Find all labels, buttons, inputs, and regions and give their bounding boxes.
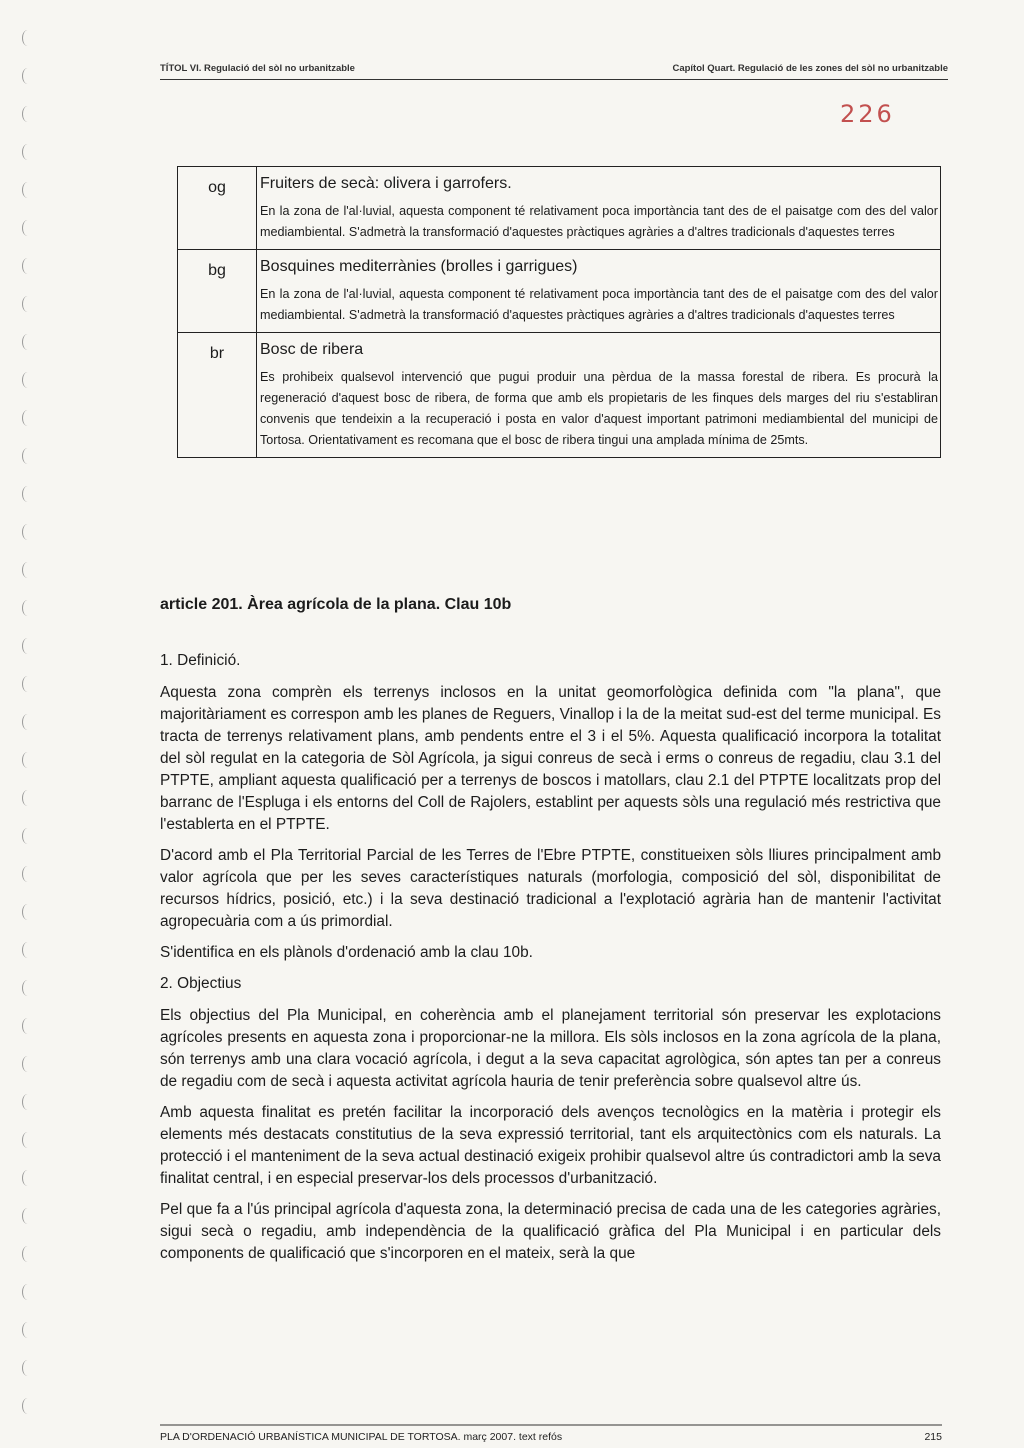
binding-hole [22,448,33,464]
binding-hole [22,942,33,958]
running-header-right: Capítol Quart. Regulació de les zones del sòl no urbanitzable [672,63,948,74]
binding-hole [22,296,33,312]
binding-hole [22,1398,33,1414]
component-text: Es prohibeix qualsevol intervenció que pugui produir una pèrdua de la massa forestal de ribera. Es procurà la regeneració d'aquest bosc de ribera, de forma que amb els propietaris de les finques dels marges del riu s'establiran convenis que tendeixin a la recuperació i posta en valor d'aquest important patrimoni mediambiental del municipi de Tortosa. Orientativament es recomana que el bosc de ribera tingui una amplada mínima de 25mts. [260,370,938,447]
binding-hole [22,486,33,502]
binding-hole [22,68,33,84]
component-key-table [177,166,941,458]
binding-hole [22,1018,33,1034]
component-description [257,250,941,333]
binding-hole [22,828,33,844]
handwritten-page-stamp: 226 [840,100,895,128]
binding-hole [22,1170,33,1186]
table-row [178,167,941,250]
table-row [178,333,941,458]
binding-hole [22,144,33,160]
binding-hole [22,1132,33,1148]
section-heading: 2. Objectius [160,975,242,992]
component-code: og [178,167,257,250]
component-description [257,333,941,458]
body-paragraph: D'acord amb el Pla Territorial Parcial de les Terres de l'Ebre PTPTE, constitueixen sòls lliures principalment amb valor agrícola que per les seves característiques naturals (morfologia, composició del sòl, disponibilitat de recursos hídrics, posició, etc.) i la seva destinació tradicional a l'explotació agrària han de mantenir l'activitat agropecuària com a ús primordial. [160,847,941,930]
binding-hole [22,866,33,882]
binding-hole [22,1246,33,1262]
binding-hole [22,638,33,654]
component-title: Bosquines mediterrànies (brolles i garrigues) [260,258,578,275]
binding-hole [22,752,33,768]
component-text: En la zona de l'al·luvial, aquesta component té relativament poca importància tant des de el paisatge com des del valor mediambiental. S'admetrà la transformació d'aquestes pràctiques agràries a d'altres tradicionals d'aquestes terres [260,287,938,322]
table-row [178,250,941,333]
binding-hole [22,334,33,350]
body-paragraph: Amb aquesta finalitat es pretén facilitar la incorporació dels avenços tecnològics en la matèria i protegir els elements més destacats constitutius de la seva expressió territorial, tant els arquitectònics com els naturals. La protecció i el manteniment de la seva actual destinació exigeix prohibir qualsevol altre ús contradictori amb la seva finalitat central, i en especial preservar-los dels processos d'urbanització. [160,1104,941,1187]
body-paragraph: Pel que fa a l'ús principal agrícola d'aquesta zona, la determinació precisa de cada una de les categories agràries, sigui secà o regadiu, amb independència de la qualificació gràfica del Pla Municipal i en particular dels components de qualificació que s'incorporen en el mateix, serà la que [160,1201,941,1262]
footer-document-title: PLA D'ORDENACIÓ URBANÍSTICA MUNICIPAL DE TORTOSA. març 2007. text refós [160,1431,563,1443]
binding-hole [22,524,33,540]
binding-hole [22,600,33,616]
body-paragraph: Aquesta zona comprèn els terrenys inclosos en la unitat geomorfològica definida com "la plana", que majoritàriament es correspon amb les planes de Reguers, Vinallop i la de la meitat sud-est del terme municipal. Es tracta de terrenys relativament plans, amb pendents entre el 3 i el 5%. Aquesta qualificació incorpora la totalitat del sòl regulat en la categoria de Sòl Agrícola, ja sigui conreus de secà i erms o conreus de regadiu, clau 3.1 del PTPTE, ampliant aquesta qualificació per a terrenys de boscos i matollars, clau 2.1 del PTPTE localitzats prop del barranc de l'Espluga i els entorns del Coll de Rajolers, establint per aquests sòls una regulació més restrictiva que l'establerta en el PTPTE. [160,684,941,833]
binding-hole [22,904,33,920]
binding-hole [22,1322,33,1338]
header-rule [160,79,948,80]
binding-hole [22,1094,33,1110]
article-body [160,650,941,1274]
article-heading: article 201. Àrea agrícola de la plana. Clau 10b [160,596,512,613]
binding-hole [22,106,33,122]
component-text: En la zona de l'al·luvial, aquesta component té relativament poca importància tant des de el paisatge com des del valor mediambiental. S'admetrà la transformació d'aquestes pràctiques agràries a d'altres tradicionals d'aquestes terres [260,204,938,239]
running-header-left: TÍTOL VI. Regulació del sòl no urbanitzable [160,63,355,74]
binding-hole [22,220,33,236]
binding-hole [22,182,33,198]
section-heading: 1. Definició. [160,652,241,669]
footer-rule [160,1424,942,1426]
binding-hole [22,30,33,46]
body-paragraph: Els objectius del Pla Municipal, en coherència amb el planejament territorial són preservar les explotacions agrícoles presents en aquesta zona i proporcionar-ne la millora. Els sòls inclosos en la zona agrícola de la plana, són terrenys amb una clara vocació agrícola, i degut a la seva capacitat agrològica, són aptes tan per a conreus de regadiu com de secà i aquesta activitat agrícola hauria de tenir preferència sobre qualsevol altre ús. [160,1007,941,1090]
component-code: bg [178,250,257,333]
binding-hole [22,676,33,692]
binding-hole [22,410,33,426]
binding-hole [22,1360,33,1376]
component-code: br [178,333,257,458]
binding-hole [22,714,33,730]
component-description [257,167,941,250]
binding-hole [22,1056,33,1072]
component-title: Bosc de ribera [260,341,364,358]
binding-hole [22,790,33,806]
binding-hole [22,980,33,996]
binding-hole [22,1284,33,1300]
binding-hole [22,372,33,388]
binding-hole [22,562,33,578]
component-title: Fruiters de secà: olivera i garrofers. [260,175,512,192]
footer-page-number: 215 [924,1431,942,1443]
binding-holes [22,30,42,1430]
body-paragraph: S'identifica en els plànols d'ordenació amb la clau 10b. [160,944,533,961]
binding-hole [22,258,33,274]
binding-hole [22,1208,33,1224]
